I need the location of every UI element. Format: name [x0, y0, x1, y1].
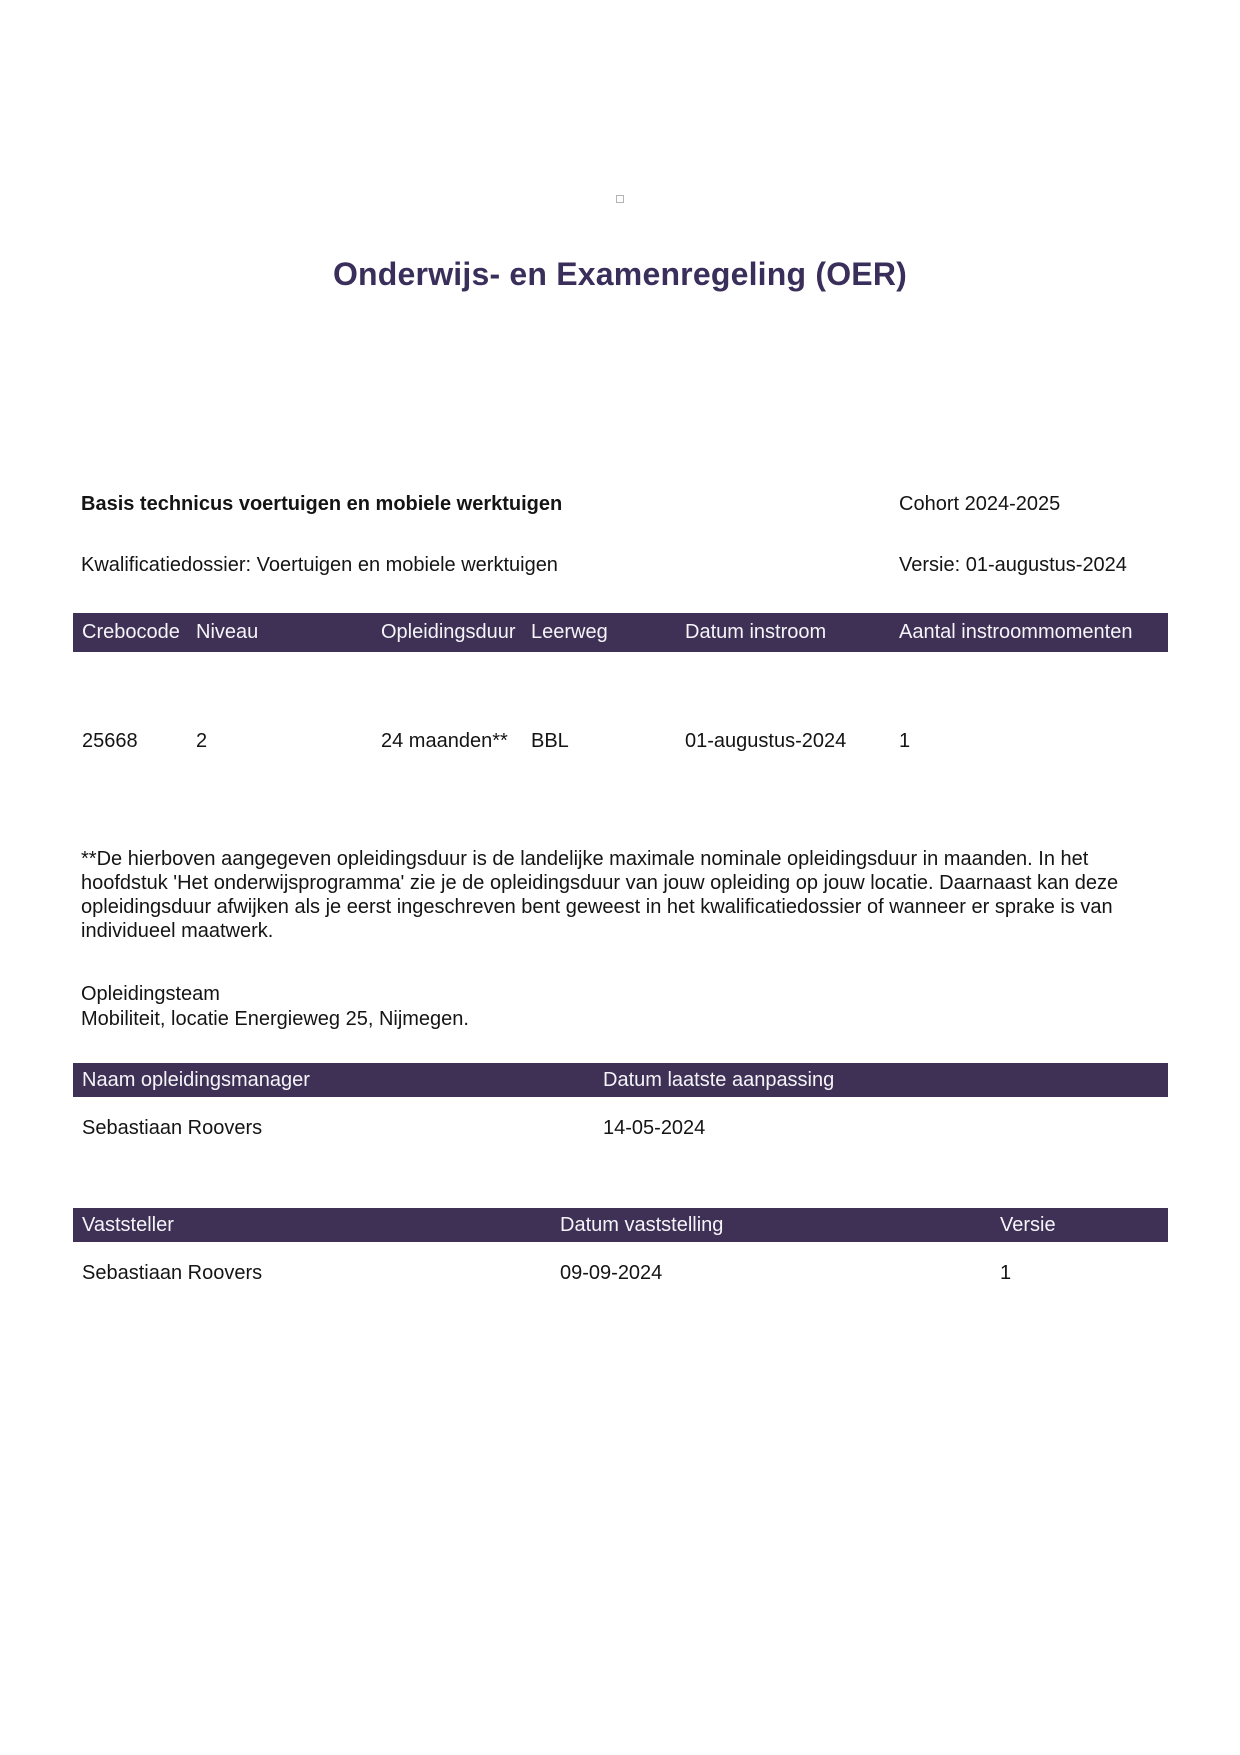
qualification-dossier: Kwalificatiedossier: Voertuigen en mobiele werktuigen	[81, 554, 558, 576]
missing-image-placeholder-icon	[616, 195, 624, 203]
table-row	[73, 1117, 1168, 1140]
column-header-datum-laatste-aanpassing: Datum laatste aanpassing	[603, 1069, 835, 1091]
column-header-crebocode: Crebocode	[82, 621, 180, 643]
column-header-opleidingsduur: Opleidingsduur	[381, 621, 516, 643]
cell-niveau: 2	[196, 730, 208, 752]
column-header-naam-opleidingsmanager: Naam opleidingsmanager	[82, 1069, 310, 1091]
cell-crebocode: 25668	[82, 730, 138, 752]
cell-datum-laatste-aanpassing: 14-05-2024	[603, 1117, 706, 1139]
duration-footnote: **De hierboven aangegeven opleidingsduur is de landelijke maximale nominale opleidingsduur in maanden. In het hoofdstuk 'Het onderwijsprogramma' zie je de opleidingsduur van jouw opleiding op jouw locatie. Daarnaast kan deze opleidingsduur afwijken als je eerst ingeschreven bent geweest in het kwalificatiedossier of wanneer er sprake is van individueel maatwerk.	[81, 848, 1119, 942]
column-header-datum-instroom: Datum instroom	[685, 621, 827, 643]
cell-manager-naam: Sebastiaan Roovers	[82, 1117, 263, 1139]
cell-datum-vaststelling: 09-09-2024	[560, 1262, 663, 1284]
column-header-datum-vaststelling: Datum vaststelling	[560, 1214, 724, 1236]
cell-vaststeller-naam: Sebastiaan Roovers	[82, 1262, 263, 1284]
column-header-leerweg: Leerweg	[531, 621, 608, 643]
approval-table-header	[73, 1208, 1168, 1242]
opleidingsteam-location: Mobiliteit, locatie Energieweg 25, Nijmegen.	[81, 1008, 469, 1030]
table-row	[73, 1262, 1168, 1285]
column-header-niveau: Niveau	[196, 621, 259, 643]
program-table	[73, 613, 1168, 753]
opleidingsteam-block	[81, 982, 469, 1032]
approval-table	[73, 1208, 1168, 1285]
cell-versie: 1	[1000, 1262, 1012, 1284]
cohort-label: Cohort 2024-2025	[899, 493, 1061, 515]
cell-datum-instroom: 01-augustus-2024	[685, 730, 847, 752]
cell-aantal-instroommomenten: 1	[899, 730, 911, 752]
cell-leerweg: BBL	[531, 730, 569, 752]
manager-table-header	[73, 1063, 1168, 1097]
dossier-version: Versie: 01-augustus-2024	[899, 554, 1127, 576]
page-title: Onderwijs- en Examenregeling (OER)	[332, 256, 908, 292]
program-name: Basis technicus voertuigen en mobiele werktuigen	[81, 493, 563, 515]
column-header-versie: Versie	[1000, 1214, 1056, 1236]
column-header-vaststeller: Vaststeller	[82, 1214, 174, 1236]
table-row	[73, 730, 1168, 753]
cell-opleidingsduur: 24 maanden**	[381, 730, 508, 752]
program-table-header	[73, 613, 1168, 652]
manager-table	[73, 1063, 1168, 1140]
opleidingsteam-label: Opleidingsteam	[81, 983, 220, 1005]
column-header-aantal-instroommomenten: Aantal instroommomenten	[899, 621, 1133, 643]
